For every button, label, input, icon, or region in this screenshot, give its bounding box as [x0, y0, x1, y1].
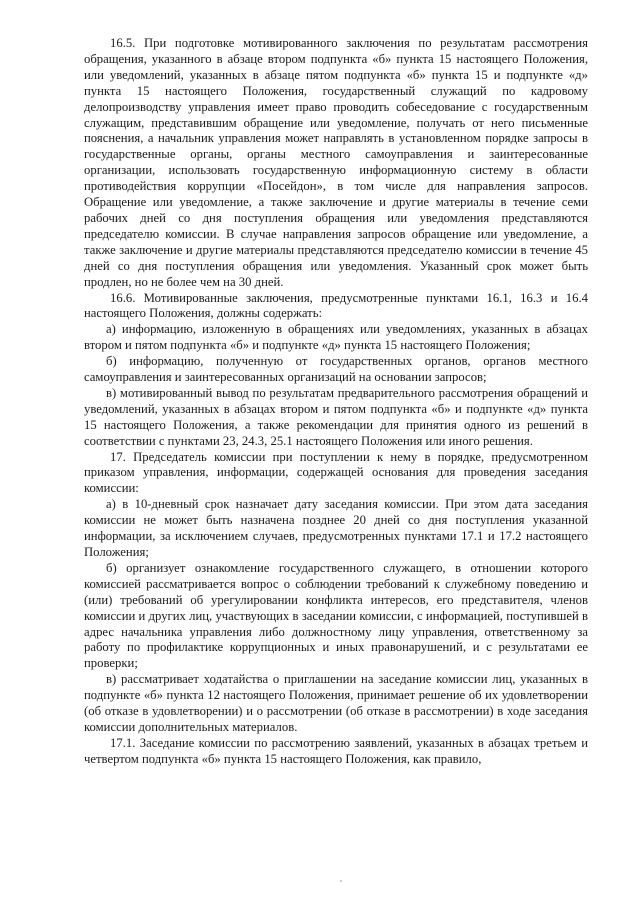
paragraph-17-b: б) организует ознакомление государственного служащего, в отношении которого комиссией рассматривается вопрос о соблюдении требований к служебному поведению и (или) требований об урегулировании конфликта интересов, его представителя, членов комиссии и других лиц, участвующих в заседании комиссии, с информацией, поступившей в адрес начальника управления либо должностному лицу управления, ответственному за работу по профилактике коррупционных и иных правонарушений, и с результатами ее проверки;: [84, 560, 588, 671]
paragraph-17-v: в) рассматривает ходатайства о приглашении на заседание комиссии лиц, указанных в подпункте «б» пункта 12 настоящего Положения, принимает решение об их удовлетворении (об отказе в удовлетворении) и о рассмотрении (об отказе в рассмотрении) в ходе заседания комиссии дополнительных материалов.: [84, 672, 588, 734]
paragraph-17-1: 17.1. Заседание комиссии по рассмотрению заявлений, указанных в абзацах третьем и четвертом подпункта «б» пункта 15 настоящего Положения, как правило,: [84, 735, 588, 766]
paragraph-16-6-a: а) информацию, изложенную в обращениях или уведомлениях, указанных в абзацах втором и пятом подпункта «б» и подпункте «д» пункта 15 настоящего Положения;: [84, 322, 588, 353]
paragraph-17: 17. Председатель комиссии при поступлении к нему в порядке, предусмотренном приказом управления, информации, содержащей основания для проведения заседания комиссии:: [84, 449, 588, 496]
paragraph-17-a: а) в 10-дневный срок назначает дату заседания комиссии. При этом дата заседания комиссии не может быть назначена позднее 20 дней со дня поступления указанной информации, за исключением случаев, предусмотренных пунктами 17.1 и 17.2 настоящего Положения;: [84, 497, 588, 559]
paragraph-16-6-v: в) мотивированный вывод по результатам предварительного рассмотрения обращений и уведомлений, указанных в абзацах втором и пятом подпункта «б» и подпункте «д» пункта 15 настоящего Положения, а также рекомендации для принятия одного из решений в соответствии с пунктами 23, 24.3, 25.1 настоящего Положения или иного решения.: [84, 385, 588, 448]
paragraph-16-6-b: б) информацию, полученную от государственных органов, органов местного самоуправления и заинтересованных организаций на основании запросов;: [84, 354, 588, 385]
paragraph-16-5: 16.5. При подготовке мотивированного заключения по результатам рассмотрения обращения, указанного в абзаце втором подпункта «б» пункта 15 настоящего Положения, или уведомлений, указанных в абзаце пятом подпункта «б» пункта 15 и подпункте «д» пункта 15 настоящего Положения, государственный служащий по кадровому делопроизводству управления имеет право проводить собеседование с государственным служащим, представившим обращение или уведомление, получать от него письменные пояснения, а начальник управления может направлять в установленном порядке запросы в государственные органы, органы местного самоуправления и заинтересованные организации, использовать государственную информационную систему в области противодействия коррупции «Посейдон», в том числе для направления запросов. Обращение или уведомление, а также заключение и другие материалы в течение семи рабочих дней со дня поступления обращения или уведомления представляются председателю комиссии. В случае направления запросов обращение или уведомление, а также заключение и другие материалы представляются председателю комиссии в течение 45 дней со дня поступления обращения или уведомления. Указанный срок может быть продлен, но не более чем на 30 дней.: [84, 36, 588, 289]
scan-speck: [340, 880, 342, 882]
paragraph-16-6: 16.6. Мотивированные заключения, предусмотренные пунктами 16.1, 16.3 и 16.4 настоящего Положения, должны содержать:: [84, 290, 588, 321]
document-page: [84, 36, 588, 768]
